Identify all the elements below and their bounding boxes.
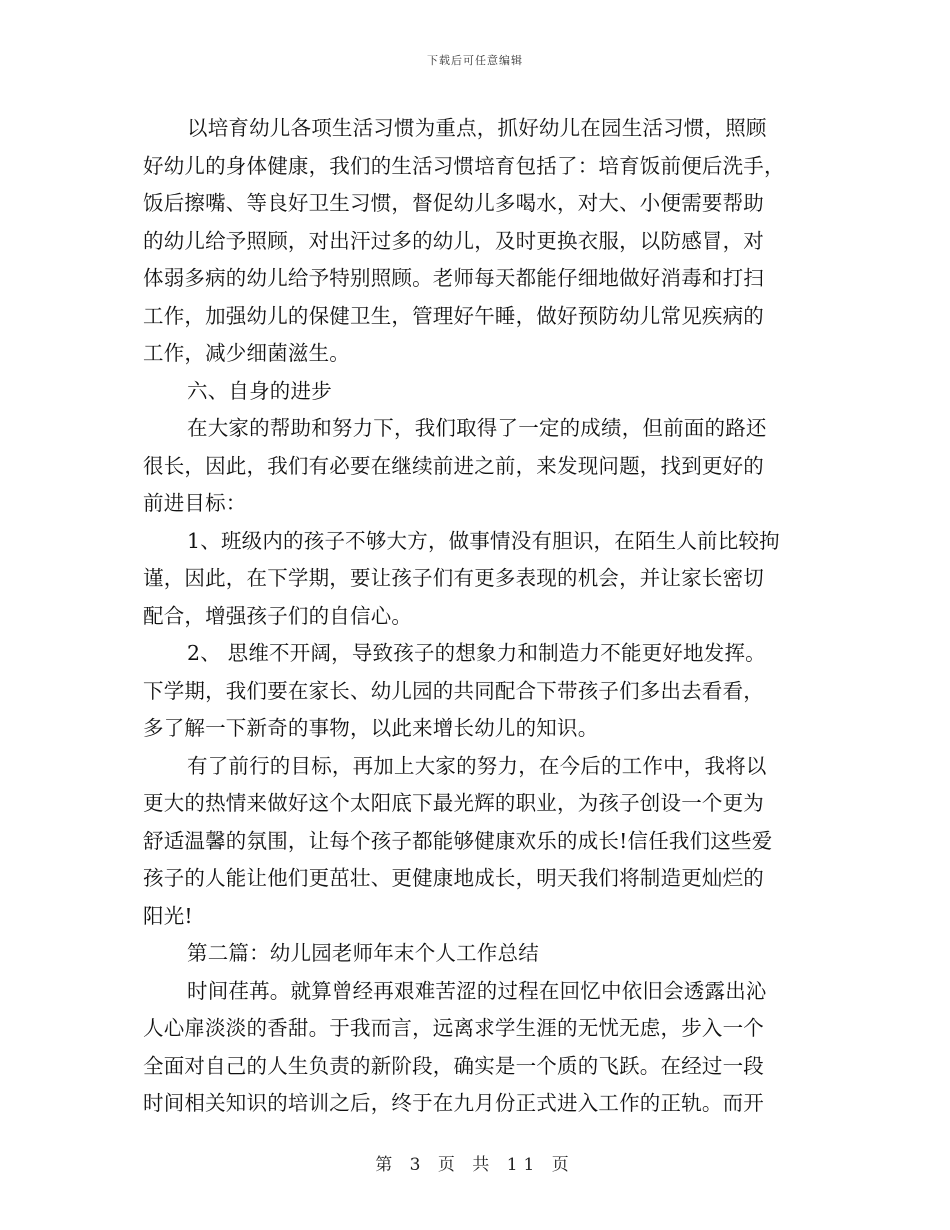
text-line: 2、 思维不开阔，导致孩子的想象力和制造力不能更好地发挥。 xyxy=(187,641,766,665)
text-line: 孩子的人能让他们更茁壮、更健康地成长，明天我们将制造更灿烂的 xyxy=(143,866,764,890)
text-line: 时间荏苒。就算曾经再艰难苦涩的过程在回忆中依旧会透露出沁 xyxy=(187,978,767,1003)
text-line: 下学期，我们要在家长、幼儿园的共同配合下带孩子们多出去看看， xyxy=(143,678,764,703)
text-line: 更大的热情来做好这个太阳底下最光辉的职业，为孩子创设一个更为 xyxy=(143,791,764,815)
text-line: 配合，增强孩子们的自信心。 xyxy=(143,603,413,628)
text-line: 以培育幼儿各项生活习惯为重点，抓好幼儿在园生活习惯，照顾 xyxy=(187,116,767,140)
text-line: 六、自身的进步 xyxy=(187,378,332,403)
text-line: 工作，加强幼儿的保健卫生，管理好午睡，做好预防幼儿常见疾病的 xyxy=(143,303,764,328)
text-line: 在大家的帮助和努力下，我们取得了一定的成绩，但前面的路还 xyxy=(187,416,767,440)
text-line: 多了解一下新奇的事物，以此来增长幼儿的知识。 xyxy=(143,716,599,740)
text-line: 全面对自己的人生负责的新阶段，确实是一个质的飞跃。在经过一段 xyxy=(143,1053,764,1078)
text-line: 第二篇：幼儿园老师年末个人工作总结 xyxy=(187,941,539,965)
text-line: 1、班级内的孩子不够大方，做事情没有胆识，在陌生人前比较拘 xyxy=(187,528,780,553)
text-line: 体弱多病的幼儿给予特别照顾。老师每天都能仔细地做好消毒和打扫 xyxy=(143,266,764,290)
text-line: 谨，因此，在下学期，要让孩子们有更多表现的机会，并让家长密切 xyxy=(143,566,764,590)
text-line: 饭后擦嘴、等良好卫生习惯，督促幼儿多喝水，对大、小便需要帮助 xyxy=(143,191,764,215)
text-line: 好幼儿的身体健康，我们的生活习惯培育包括了：培育饭前便后洗手， xyxy=(143,153,785,178)
text-line: 工作，减少细菌滋生。 xyxy=(143,341,350,365)
text-line: 人心扉淡淡的香甜。于我而言，远离求学生涯的无忧无虑，步入一个 xyxy=(143,1016,764,1040)
text-line: 有了前行的目标，再加上大家的努力，在今后的工作中，我将以 xyxy=(187,753,767,778)
document-body xyxy=(143,110,805,1123)
header-note: 下载后可任意编辑 xyxy=(427,54,523,67)
text-line: 舒适温馨的氛围，让每个孩子都能够健康欢乐的成长!信任我们这些爱 xyxy=(143,828,773,853)
text-line: 前进目标： xyxy=(143,491,247,515)
text-line: 阳光! xyxy=(143,903,193,928)
text-line: 很长，因此，我们有必要在继续前进之前，来发现问题，找到更好的 xyxy=(143,453,764,478)
text-line: 的幼儿给予照顾，对出汗过多的幼儿，及时更换衣服，以防感冒，对 xyxy=(143,228,764,253)
text-line: 时间相关知识的培训之后，终于在九月份正式进入工作的正轨。而开 xyxy=(143,1091,764,1115)
page-footer: 第 3 页 共 11 页 xyxy=(375,1155,575,1175)
